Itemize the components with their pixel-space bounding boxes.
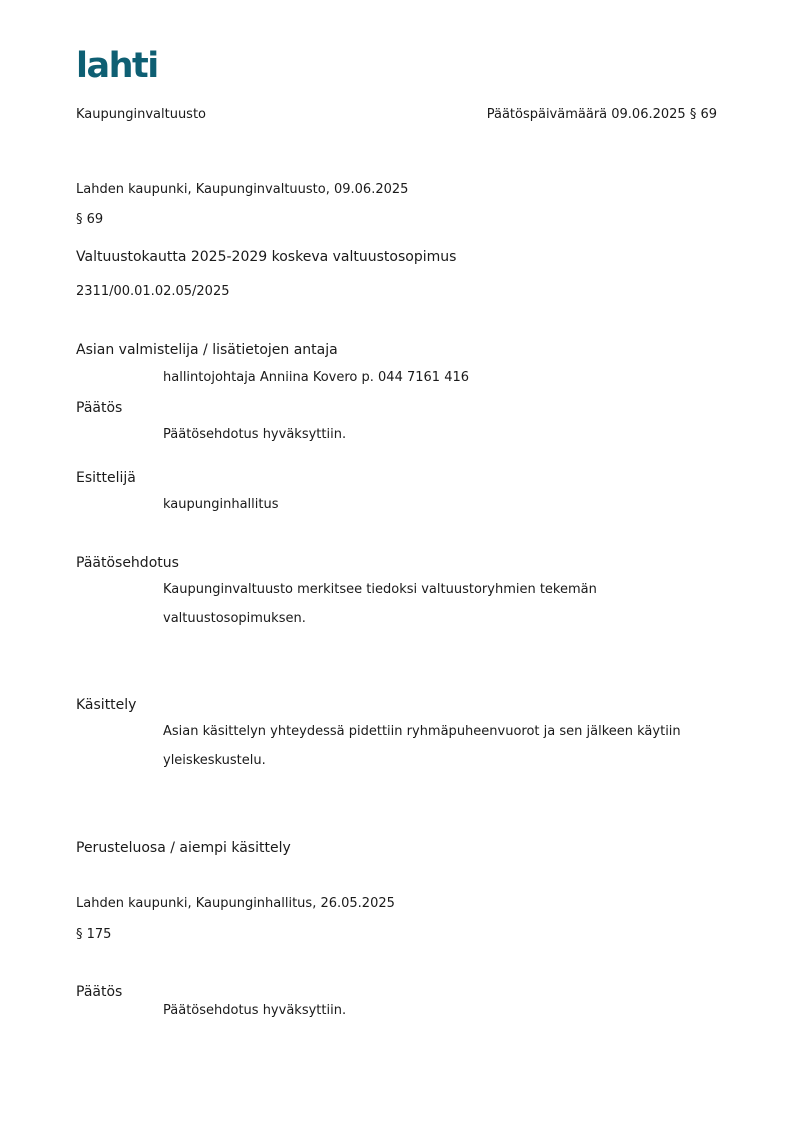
record-number: 2311/00.01.02.05/2025 <box>76 284 230 299</box>
proposal-heading: Päätösehdotus <box>76 555 179 571</box>
preparer-text: hallintojohtaja Anniina Kovero p. 044 7161 416 <box>163 370 470 385</box>
previous-decision-text: Päätösehdotus hyväksyttiin. <box>163 1003 347 1018</box>
svg-text:lahti: lahti <box>76 46 158 81</box>
decision-heading: Päätös <box>76 400 123 416</box>
lahti-logo-mark <box>76 45 168 81</box>
decision-text: Päätösehdotus hyväksyttiin. <box>163 427 347 442</box>
matter-title: Valtuustokautta 2025-2029 koskeva valtuustosopimus <box>76 249 457 265</box>
meeting-line: Lahden kaupunki, Kaupunginvaltuusto, 09.06.2025 <box>76 182 409 197</box>
proposal-line-1: Kaupunginvaltuusto merkitsee tiedoksi valtuustoryhmien tekemän <box>163 582 597 597</box>
presenter-text: kaupunginhallitus <box>163 497 279 512</box>
previous-decision-heading: Päätös <box>76 984 123 1000</box>
section-number: § 69 <box>76 212 104 227</box>
lahti-logo <box>76 45 168 81</box>
preparer-heading: Asian valmistelija / lisätietojen antaja <box>76 342 338 358</box>
decision-date: Päätöspäivämäärä 09.06.2025 § 69 <box>486 107 717 122</box>
handling-line-1: Asian käsittelyn yhteydessä pidettiin ryhmäpuheenvuorot ja sen jälkeen käytiin <box>163 724 681 739</box>
previous-section-number: § 175 <box>76 927 112 942</box>
proposal-line-2: valtuustosopimuksen. <box>163 611 306 626</box>
handling-line-2: yleiskeskustelu. <box>163 753 266 768</box>
handling-heading: Käsittely <box>76 697 137 713</box>
presenter-heading: Esittelijä <box>76 470 136 486</box>
background-heading: Perusteluosa / aiempi käsittely <box>76 840 291 856</box>
organ-name: Kaupunginvaltuusto <box>76 107 207 122</box>
previous-meeting-line: Lahden kaupunki, Kaupunginhallitus, 26.05.2025 <box>76 896 395 911</box>
